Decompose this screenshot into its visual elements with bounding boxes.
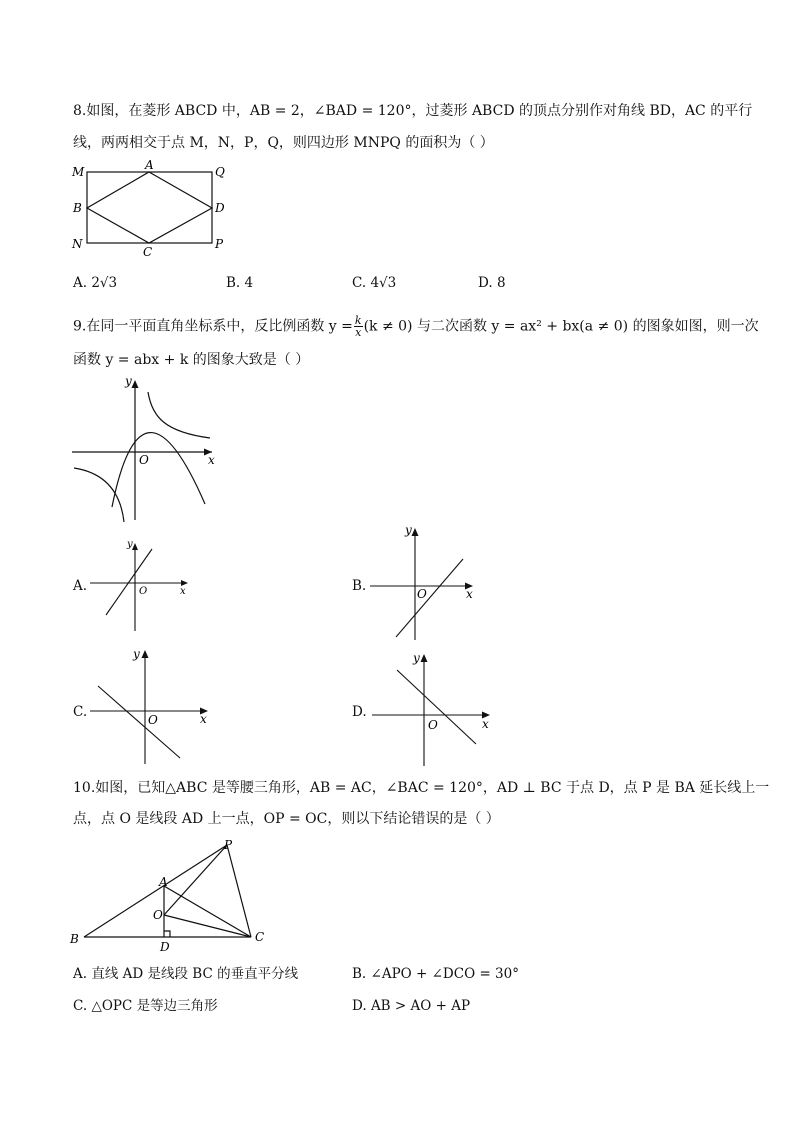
q8-option-a[interactable]: A. 2√3 — [73, 275, 118, 291]
label-n: N — [72, 237, 83, 251]
label-d: D — [215, 201, 225, 215]
line-c — [98, 686, 180, 758]
q9-option-a-graph[interactable] — [88, 535, 198, 635]
q9-option-d-letter[interactable]: D. — [352, 704, 367, 720]
svg-text:O: O — [428, 718, 438, 732]
q8-rhombus-figure — [70, 160, 240, 260]
label-b: B — [70, 932, 79, 946]
axis-y-label: y — [125, 374, 132, 388]
label-d: D — [160, 940, 170, 954]
q10-stem-line1: 10.如图，已知△ABC 是等腰三角形，AB = AC，∠BAC = 120°，AD ⊥ BC 于点 D，点 P 是 BA 延长线上一 — [73, 780, 770, 796]
segment-oc — [164, 915, 251, 937]
right-angle-mark — [164, 931, 170, 937]
q10-option-d[interactable]: D. AB > AO + AP — [352, 998, 471, 1014]
segment-bp — [84, 845, 227, 937]
label-p: P — [215, 237, 224, 251]
label-m: M — [72, 165, 85, 179]
label-p: P — [224, 838, 233, 852]
line-a — [106, 549, 152, 615]
label-b: B — [73, 201, 82, 215]
q9-option-c-graph[interactable] — [88, 644, 218, 766]
svg-text:y: y — [405, 523, 412, 537]
hyperbola-branch-left — [74, 468, 124, 522]
q10-stem-line2: 点，点 O 是线段 AD 上一点，OP = OC，则以下结论错误的是（ ） — [73, 811, 500, 827]
q9-option-b-letter[interactable]: B. — [352, 578, 367, 594]
q10-triangle-figure — [68, 835, 283, 955]
svg-text:x: x — [180, 586, 186, 597]
q9-option-c-letter[interactable]: C. — [73, 704, 88, 720]
svg-text:y: y — [133, 647, 140, 661]
svg-text:O: O — [139, 586, 148, 597]
label-c: C — [143, 245, 153, 259]
svg-text:y: y — [127, 539, 133, 550]
q9-stem-line2: 函数 y = abx + k 的图象大致是（ ） — [73, 352, 310, 368]
svg-text:x: x — [482, 717, 489, 731]
fraction-k-over-x: $\frac{k}{x}$ — [354, 314, 362, 339]
q8-stem-line1: 8.如图，在菱形 ABCD 中，AB = 2，∠BAD = 120°，过菱形 ABCD 的顶点分别作对角线 BD，AC 的平行 — [73, 103, 753, 119]
label-q: Q — [215, 165, 225, 179]
q8-option-d[interactable]: D. 8 — [478, 275, 506, 291]
q9-option-a-letter[interactable]: A. — [73, 578, 88, 594]
segment-pc — [227, 845, 251, 937]
q8-stem-line2: 线，两两相交于点 M，N，P，Q，则四边形 MNPQ 的面积为（ ） — [73, 135, 494, 151]
q10-option-c[interactable]: C. △OPC 是等边三角形 — [73, 998, 218, 1014]
rhombus-abcd — [87, 172, 212, 243]
label-o: O — [153, 908, 163, 922]
q9-stem-line1: 9.在同一平面直角坐标系中，反比例函数 y = $\frac{k}{x}$ (k ≠ 0) 与二次函数 y = ax² + bx(a ≠ 0) 的图象如图，则一次 — [73, 314, 759, 339]
svg-text:O: O — [417, 587, 427, 601]
origin-label: O — [139, 453, 149, 467]
label-a: A — [145, 158, 154, 172]
rectangle-mnpq — [87, 172, 212, 243]
parabola — [112, 433, 205, 507]
axis-x-label: x — [208, 453, 215, 467]
q8-option-b[interactable]: B. 4 — [226, 275, 254, 291]
q10-option-b[interactable]: B. ∠APO + ∠DCO = 30° — [352, 966, 519, 982]
q10-option-a[interactable]: A. 直线 AD 是线段 BC 的垂直平分线 — [73, 966, 299, 982]
line-d — [397, 670, 476, 744]
svg-text:O: O — [148, 713, 158, 727]
line-b — [396, 559, 463, 637]
hyperbola-branch-right — [148, 392, 210, 438]
segment-ac — [164, 886, 251, 937]
label-c: C — [255, 930, 265, 944]
svg-text:x: x — [466, 587, 473, 601]
q9-option-d-graph[interactable] — [370, 648, 500, 768]
svg-text:x: x — [200, 712, 207, 726]
q9-function-graph — [70, 372, 230, 524]
q8-option-c[interactable]: C. 4√3 — [352, 275, 397, 291]
label-a: A — [159, 875, 168, 889]
q9-option-b-graph[interactable] — [368, 522, 483, 644]
svg-text:y: y — [413, 651, 420, 665]
